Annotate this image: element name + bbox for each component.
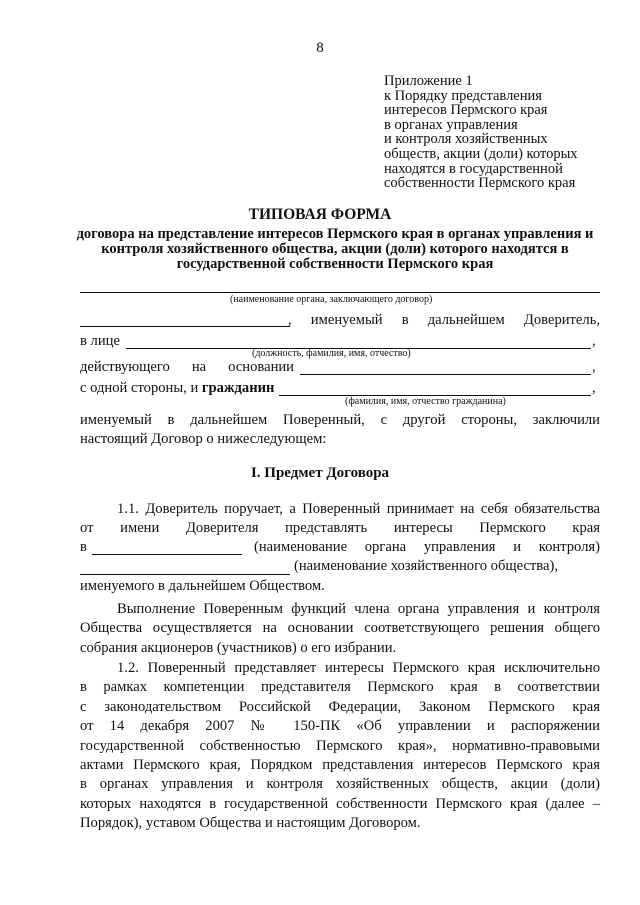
mgmt-body-blank xyxy=(92,554,242,555)
basis-blank xyxy=(300,374,591,375)
clause-1-2 xyxy=(80,659,600,834)
clause-line: актами Пермского края, Порядком представления интересов Пермского края xyxy=(80,757,600,774)
caption-position: (должность, фамилия, имя, отчество) xyxy=(252,348,411,359)
appendix-line: к Порядку представления xyxy=(384,87,542,104)
one-side-line xyxy=(80,380,274,397)
agent-line-2: настоящий Договор о нижеследующем: xyxy=(80,431,327,447)
company-caption: (наименование хозяйственного общества), xyxy=(294,558,558,574)
document-subtitle: договора на представление интересов Пермского края в органах управления и контроля хозяйственного общества, акции (доли) которого находятся в государственной собственности Пермского края xyxy=(76,226,594,272)
agent-line-1: именуемый в дальнейшем Поверенный, с другой стороны, заключили xyxy=(80,412,600,428)
clause-line: от 14 декабря 2007 № 150-ПК «Об управлении и распоряжении xyxy=(80,718,600,735)
principal-designation: , именуемый в дальнейшем Доверитель, xyxy=(288,312,600,328)
appendix-line: в органах управления xyxy=(384,116,518,133)
clause-line: государственной собственностью Пермского края», нормативно-правовыми xyxy=(80,737,600,754)
caption-org: (наименование органа, заключающего договор) xyxy=(230,294,433,305)
appendix-line: собственности Пермского края xyxy=(384,175,576,192)
one-side-prefix: с одной стороны, и xyxy=(80,380,202,396)
comma: , xyxy=(592,380,596,396)
comma: , xyxy=(592,359,596,375)
comma: , xyxy=(592,333,596,349)
document-title: ТИПОВАЯ ФОРМА xyxy=(248,206,392,223)
page-number: 8 xyxy=(316,40,324,56)
section-heading: I. Предмет Договора xyxy=(250,465,390,481)
acting-basis-label: действующего на основании xyxy=(80,359,294,375)
appendix-line: Приложение 1 xyxy=(384,73,473,89)
org-name-blank-2 xyxy=(80,326,290,327)
clause-line: Порядок), уставом Общества и настоящим Договором. xyxy=(80,815,421,832)
appendix-line: находятся в государственной xyxy=(384,160,563,177)
clause-line: от имени Доверителя представлять интересы Пермского края xyxy=(80,520,600,537)
paragraph-line: Выполнение Поверенным функций члена органа управления и контроля xyxy=(117,601,600,617)
appendix-line: и контроля хозяйственных xyxy=(384,131,548,148)
org-name-blank xyxy=(80,292,600,293)
appendix-line: обществ, акции (доли) которых xyxy=(384,145,578,162)
citizen-label: гражданин xyxy=(201,380,275,396)
clause-line: в органах управления и контроля хозяйственных обществ, акции (доли) xyxy=(80,776,600,793)
clause-v: в xyxy=(80,539,87,555)
clause-1-1-end: именуемого в дальнейшем Обществом. xyxy=(80,578,325,594)
clause-line: с законодательством Российской Федерации, Законом Пермского края xyxy=(80,698,600,715)
v-litse-label: в лице xyxy=(80,333,120,349)
mgmt-body-caption: (наименование органа управления и контроля) xyxy=(254,539,600,555)
paragraph-line: Общества осуществляется на основании соответствующего решения общего xyxy=(80,620,600,637)
clause-line: 1.2. Поверенный представляет интересы Пермского края исключительно xyxy=(117,660,600,676)
company-blank xyxy=(80,574,290,575)
caption-citizen: (фамилия, имя, отчество гражданина) xyxy=(345,396,506,407)
clause-line: которых находятся в государственной собственности Пермского края (далее – xyxy=(80,795,600,812)
functions-paragraph xyxy=(80,600,600,658)
paragraph-line: собрания акционеров (участников) о его избрании. xyxy=(80,639,397,656)
appendix-reference xyxy=(384,74,619,191)
clause-line: 1.1. Доверитель поручает, а Поверенный принимает на себя обязательства xyxy=(117,501,600,517)
appendix-line: интересов Пермского края xyxy=(384,102,548,119)
clause-1-1 xyxy=(80,500,600,539)
clause-line: в рамках компетенции представителя Пермского края в соответствии xyxy=(80,679,600,696)
